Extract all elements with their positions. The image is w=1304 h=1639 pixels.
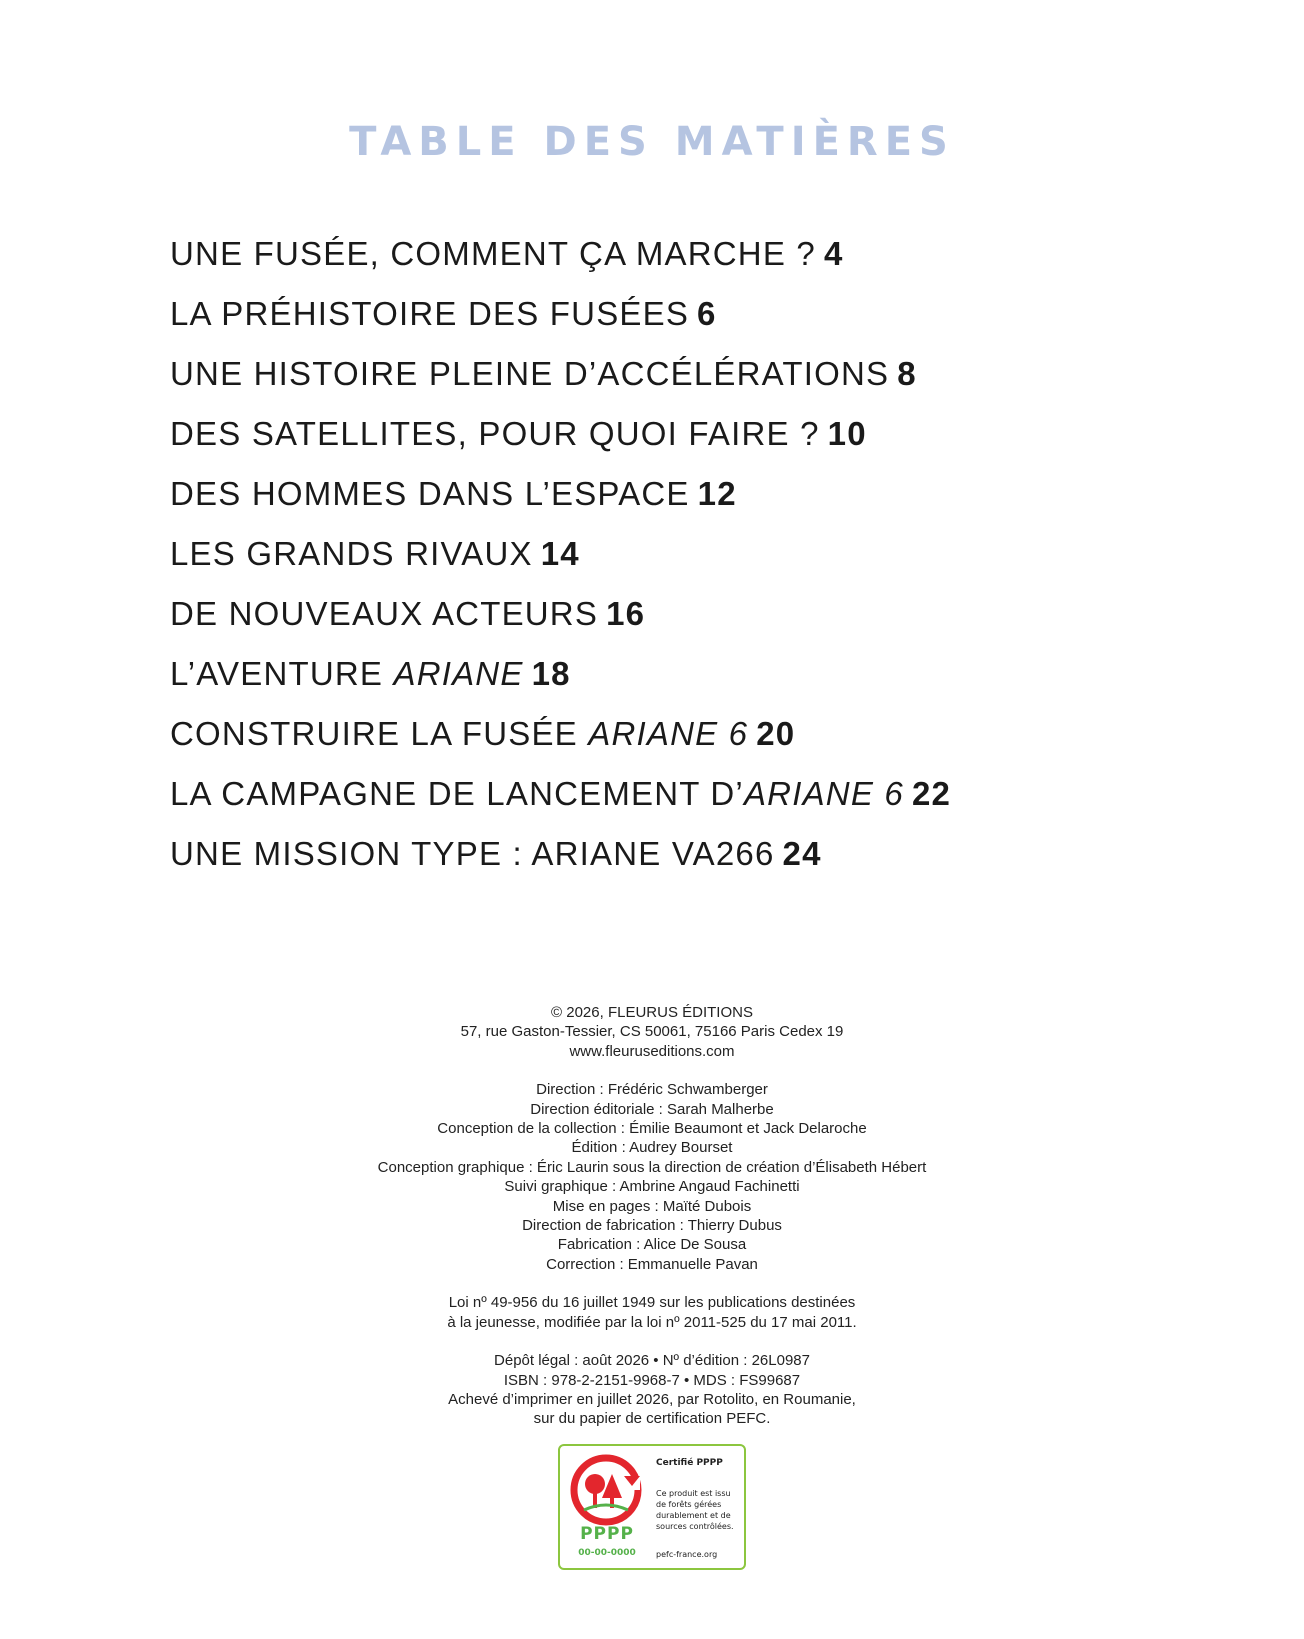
- cert-description-line: sources contrôlées.: [656, 1522, 734, 1531]
- toc-entry: [170, 830, 1170, 890]
- toc-entry: [170, 290, 1170, 350]
- toc-entry: [170, 410, 1170, 470]
- colophon-line: Conception de la collection : Émilie Beaumont et Jack Delaroche: [437, 1120, 867, 1138]
- toc-entry: [170, 470, 1170, 530]
- colophon-line: www.fleuruseditions.com: [569, 1042, 735, 1060]
- toc-entry-title: LA PRÉHISTOIRE DES FUSÉES: [170, 295, 690, 332]
- toc-entry-title: DES SATELLITES, POUR QUOI FAIRE ?: [170, 415, 820, 452]
- toc-entry-title: LA CAMPAGNE DE LANCEMENT D’: [170, 775, 744, 812]
- colophon-line: sur du papier de certification PEFC.: [533, 1410, 771, 1428]
- toc-entry-title: CONSTRUIRE LA FUSÉE: [170, 715, 589, 752]
- colophon-block: [0, 1293, 1304, 1332]
- toc-entry-title: UNE MISSION TYPE : ARIANE VA266: [170, 835, 775, 872]
- cert-description-line: Ce produit est issu: [656, 1489, 731, 1498]
- colophon-line: Fabrication : Alice De Sousa: [557, 1236, 747, 1254]
- toc-page-number: 20: [756, 715, 796, 752]
- toc-page-number: 24: [782, 835, 822, 872]
- colophon-line: Correction : Emmanuelle Pavan: [546, 1255, 758, 1273]
- toc-entry-title: L’AVENTURE: [170, 655, 394, 692]
- toc-page-number: 10: [827, 415, 867, 452]
- toc-entry: [170, 530, 1170, 590]
- toc-page-number: 22: [911, 775, 952, 812]
- cert-website: pefc-france.org: [656, 1550, 718, 1559]
- colophon-line: Suivi graphique : Ambrine Angaud Fachinetti: [504, 1178, 800, 1196]
- toc-entry-title-italic: ARIANE: [393, 655, 524, 692]
- pefc-certification-label: [558, 1444, 746, 1570]
- toc-page-number: 16: [606, 595, 646, 632]
- colophon-line: © 2026, FLEURUS ÉDITIONS: [551, 1004, 753, 1021]
- cert-number: 00-00-0000: [578, 1548, 636, 1558]
- toc-page-number: 18: [531, 655, 571, 692]
- toc-entry: [170, 650, 1170, 710]
- toc-entry-title: DE NOUVEAUX ACTEURS: [170, 595, 599, 632]
- toc-page-number: 12: [697, 475, 737, 512]
- colophon-line: Mise en pages : Maïté Dubois: [552, 1197, 752, 1215]
- toc-entry: [170, 770, 1170, 830]
- cert-code-letters: PPPP: [580, 1524, 634, 1544]
- toc-page-number: 14: [540, 535, 580, 572]
- cert-description: [656, 1488, 744, 1532]
- cert-title: Certifié PPPP: [656, 1458, 723, 1468]
- colophon: [0, 1003, 1304, 1448]
- toc-entry-title: DES HOMMES DANS L’ESPACE: [170, 475, 690, 512]
- colophon-line: ISBN : 978-2-2151-9968-7 • MDS : FS99687: [503, 1371, 801, 1389]
- toc-page-number: 8: [897, 355, 917, 392]
- toc-entry: [170, 350, 1170, 410]
- cert-description-line: durablement et de: [656, 1511, 731, 1520]
- toc-entry: [170, 590, 1170, 650]
- colophon-block: [0, 1080, 1304, 1274]
- pefc-logo-icon: [570, 1454, 642, 1526]
- colophon-line: Édition : Audrey Bourset: [571, 1139, 733, 1157]
- colophon-block: [0, 1003, 1304, 1061]
- colophon-line: Achevé d’imprimer en juillet 2026, par Rotolito, en Roumanie,: [448, 1390, 856, 1408]
- toc-entry: [170, 710, 1170, 770]
- table-of-contents: [170, 230, 1170, 890]
- toc-entry-title-italic: ARIANE 6: [743, 775, 904, 812]
- toc-page-number: 4: [823, 235, 844, 272]
- toc-entry-title: UNE FUSÉE, COMMENT ÇA MARCHE ?: [170, 235, 816, 272]
- colophon-line: 57, rue Gaston-Tessier, CS 50061, 75166 Paris Cedex 19: [460, 1023, 844, 1041]
- toc-entry-title: LES GRANDS RIVAUX: [170, 535, 533, 572]
- toc-entry: [170, 230, 1170, 290]
- colophon-line: Direction éditoriale : Sarah Malherbe: [530, 1100, 774, 1118]
- colophon-line: Direction : Frédéric Schwamberger: [536, 1081, 768, 1099]
- colophon-block: [0, 1351, 1304, 1429]
- colophon-line: Loi nº 49-956 du 16 juillet 1949 sur les publications destinées: [448, 1294, 856, 1312]
- toc-page-number: 6: [697, 295, 717, 332]
- toc-entry-title: UNE HISTOIRE PLEINE D’ACCÉLÉRATIONS: [170, 355, 890, 392]
- cert-description-line: de forêts gérées: [656, 1500, 722, 1509]
- page-title: TABLE DES MATIÈRES: [349, 118, 955, 165]
- colophon-line: Conception graphique : Éric Laurin sous la direction de création d’Élisabeth Hébert: [377, 1158, 927, 1176]
- colophon-line: Direction de fabrication : Thierry Dubus: [522, 1217, 782, 1235]
- colophon-line: Dépôt légal : août 2026 • Nº d’édition : 26L0987: [494, 1352, 810, 1370]
- colophon-line: à la jeunesse, modifiée par la loi nº 2011-525 du 17 mai 2011.: [447, 1313, 857, 1331]
- toc-entry-title-italic: ARIANE 6: [588, 715, 749, 752]
